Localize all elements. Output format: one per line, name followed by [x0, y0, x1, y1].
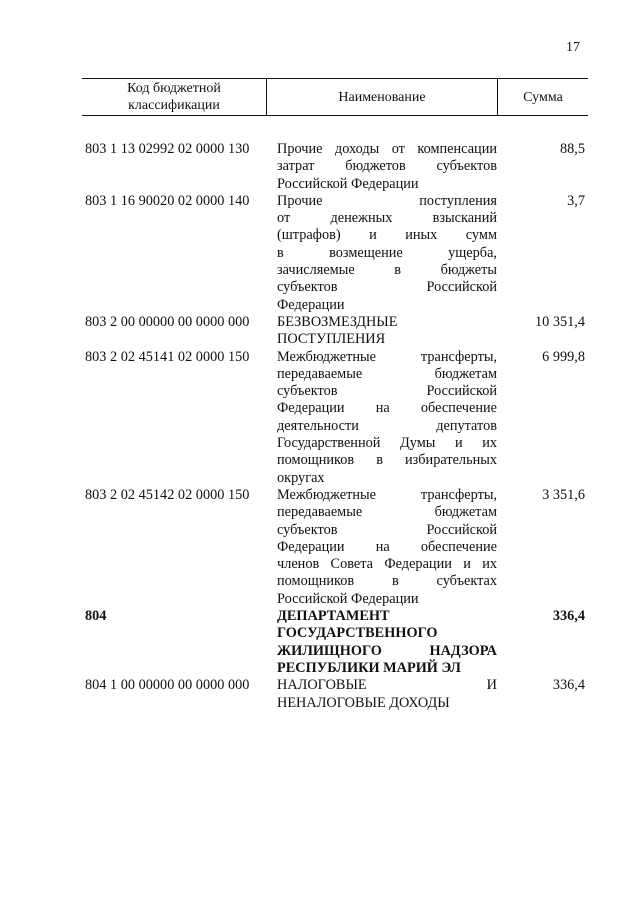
row-name: [277, 349, 497, 487]
row-name-line: членов Совета Федерации и их: [277, 556, 497, 573]
row-name-line: Межбюджетные трансферты,: [277, 486, 497, 503]
row-name-line: субъектов Российской: [277, 521, 497, 538]
table-row: [0, 608, 639, 677]
row-name-line: Федерации на обеспечение: [277, 400, 497, 417]
row-name-line: (штрафов) и иных сумм: [277, 227, 497, 244]
row-name-line: от денежных взысканий: [277, 210, 497, 227]
header-sum-column: Сумма: [523, 90, 563, 105]
header-code-column: Код бюджетной классификации: [127, 81, 221, 113]
table-row: [0, 193, 639, 314]
row-name-line: затрат бюджетов субъектов: [277, 158, 497, 175]
budget-code: 804 1 00 00000 00 0000 000: [85, 677, 250, 694]
row-sum: 3 351,6: [542, 486, 585, 503]
row-name-line: Государственной Думы и их: [277, 435, 497, 452]
table-row: [0, 349, 639, 487]
row-name-line: РЕСПУБЛИКИ МАРИЙ ЭЛ: [277, 659, 461, 676]
header-top-rule: [82, 78, 588, 79]
row-name-line: НАЛОГОВЫЕ И: [277, 677, 497, 694]
budget-code: 803 2 02 45141 02 0000 150: [85, 348, 250, 365]
row-name-line: БЕЗВОЗМЕЗДНЫЕ: [277, 313, 398, 330]
row-name-line: Федерации на обеспечение: [277, 538, 497, 555]
budget-code: 804: [85, 608, 107, 625]
row-name-line: передаваемые бюджетам: [277, 365, 497, 382]
row-name: [277, 677, 497, 712]
row-sum: 88,5: [559, 141, 585, 157]
row-name-line: Федерации: [277, 296, 345, 313]
row-name-line: в возмещение ущерба,: [277, 244, 497, 261]
header-name-column: Наименование: [338, 90, 426, 105]
row-name: [277, 314, 497, 349]
row-name-line: ГОСУДАРСТВЕННОГО: [277, 625, 438, 642]
budget-code: 803 2 02 45142 02 0000 150: [85, 486, 250, 503]
row-sum: 6 999,8: [542, 348, 585, 365]
row-name-line: Прочие доходы от компенсации: [277, 141, 497, 157]
budget-code: 803 1 13 02992 02 0000 130: [85, 141, 250, 157]
row-sum: 3,7: [567, 192, 585, 209]
row-name: [277, 193, 497, 314]
row-name-line: Российской Федерации: [277, 590, 419, 607]
row-name-line: НЕНАЛОГОВЫЕ ДОХОДЫ: [277, 694, 450, 711]
budget-code: 803 1 16 90020 02 0000 140: [85, 192, 250, 209]
row-name-line: помощников в субъектах: [277, 573, 497, 590]
row-sum: 10 351,4: [534, 313, 585, 330]
row-name-line: округах: [277, 469, 325, 486]
row-name-line: ЖИЛИЩНОГО НАДЗОРА: [277, 642, 497, 659]
row-name-line: Межбюджетные трансферты,: [277, 348, 497, 365]
row-name-line: ДЕПАРТАМЕНТ: [277, 608, 390, 625]
table-row: [0, 677, 639, 712]
row-name-line: Прочие поступления: [277, 192, 497, 209]
row-name: [277, 141, 497, 193]
header-bottom-rule: [82, 115, 588, 116]
budget-code: 803 2 00 00000 00 0000 000: [85, 313, 250, 330]
row-name-line: субъектов Российской: [277, 383, 497, 400]
row-name-line: ПОСТУПЛЕНИЯ: [277, 331, 386, 348]
row-sum: 336,4: [552, 677, 585, 694]
table-row: [0, 141, 639, 193]
table-body: [0, 141, 639, 712]
row-sum: 336,4: [552, 608, 585, 625]
row-name-line: деятельности депутатов: [277, 417, 497, 434]
table-row: [0, 314, 639, 349]
row-name-line: передаваемые бюджетам: [277, 504, 497, 521]
row-name-line: субъектов Российской: [277, 279, 497, 296]
row-name: [277, 487, 497, 608]
table-row: [0, 487, 639, 608]
row-name: [277, 608, 497, 677]
page-number: 17: [566, 40, 580, 55]
row-name-line: помощников в избирательных: [277, 452, 497, 469]
row-name-line: Российской Федерации: [277, 175, 419, 192]
row-name-line: зачисляемые в бюджеты: [277, 262, 497, 279]
